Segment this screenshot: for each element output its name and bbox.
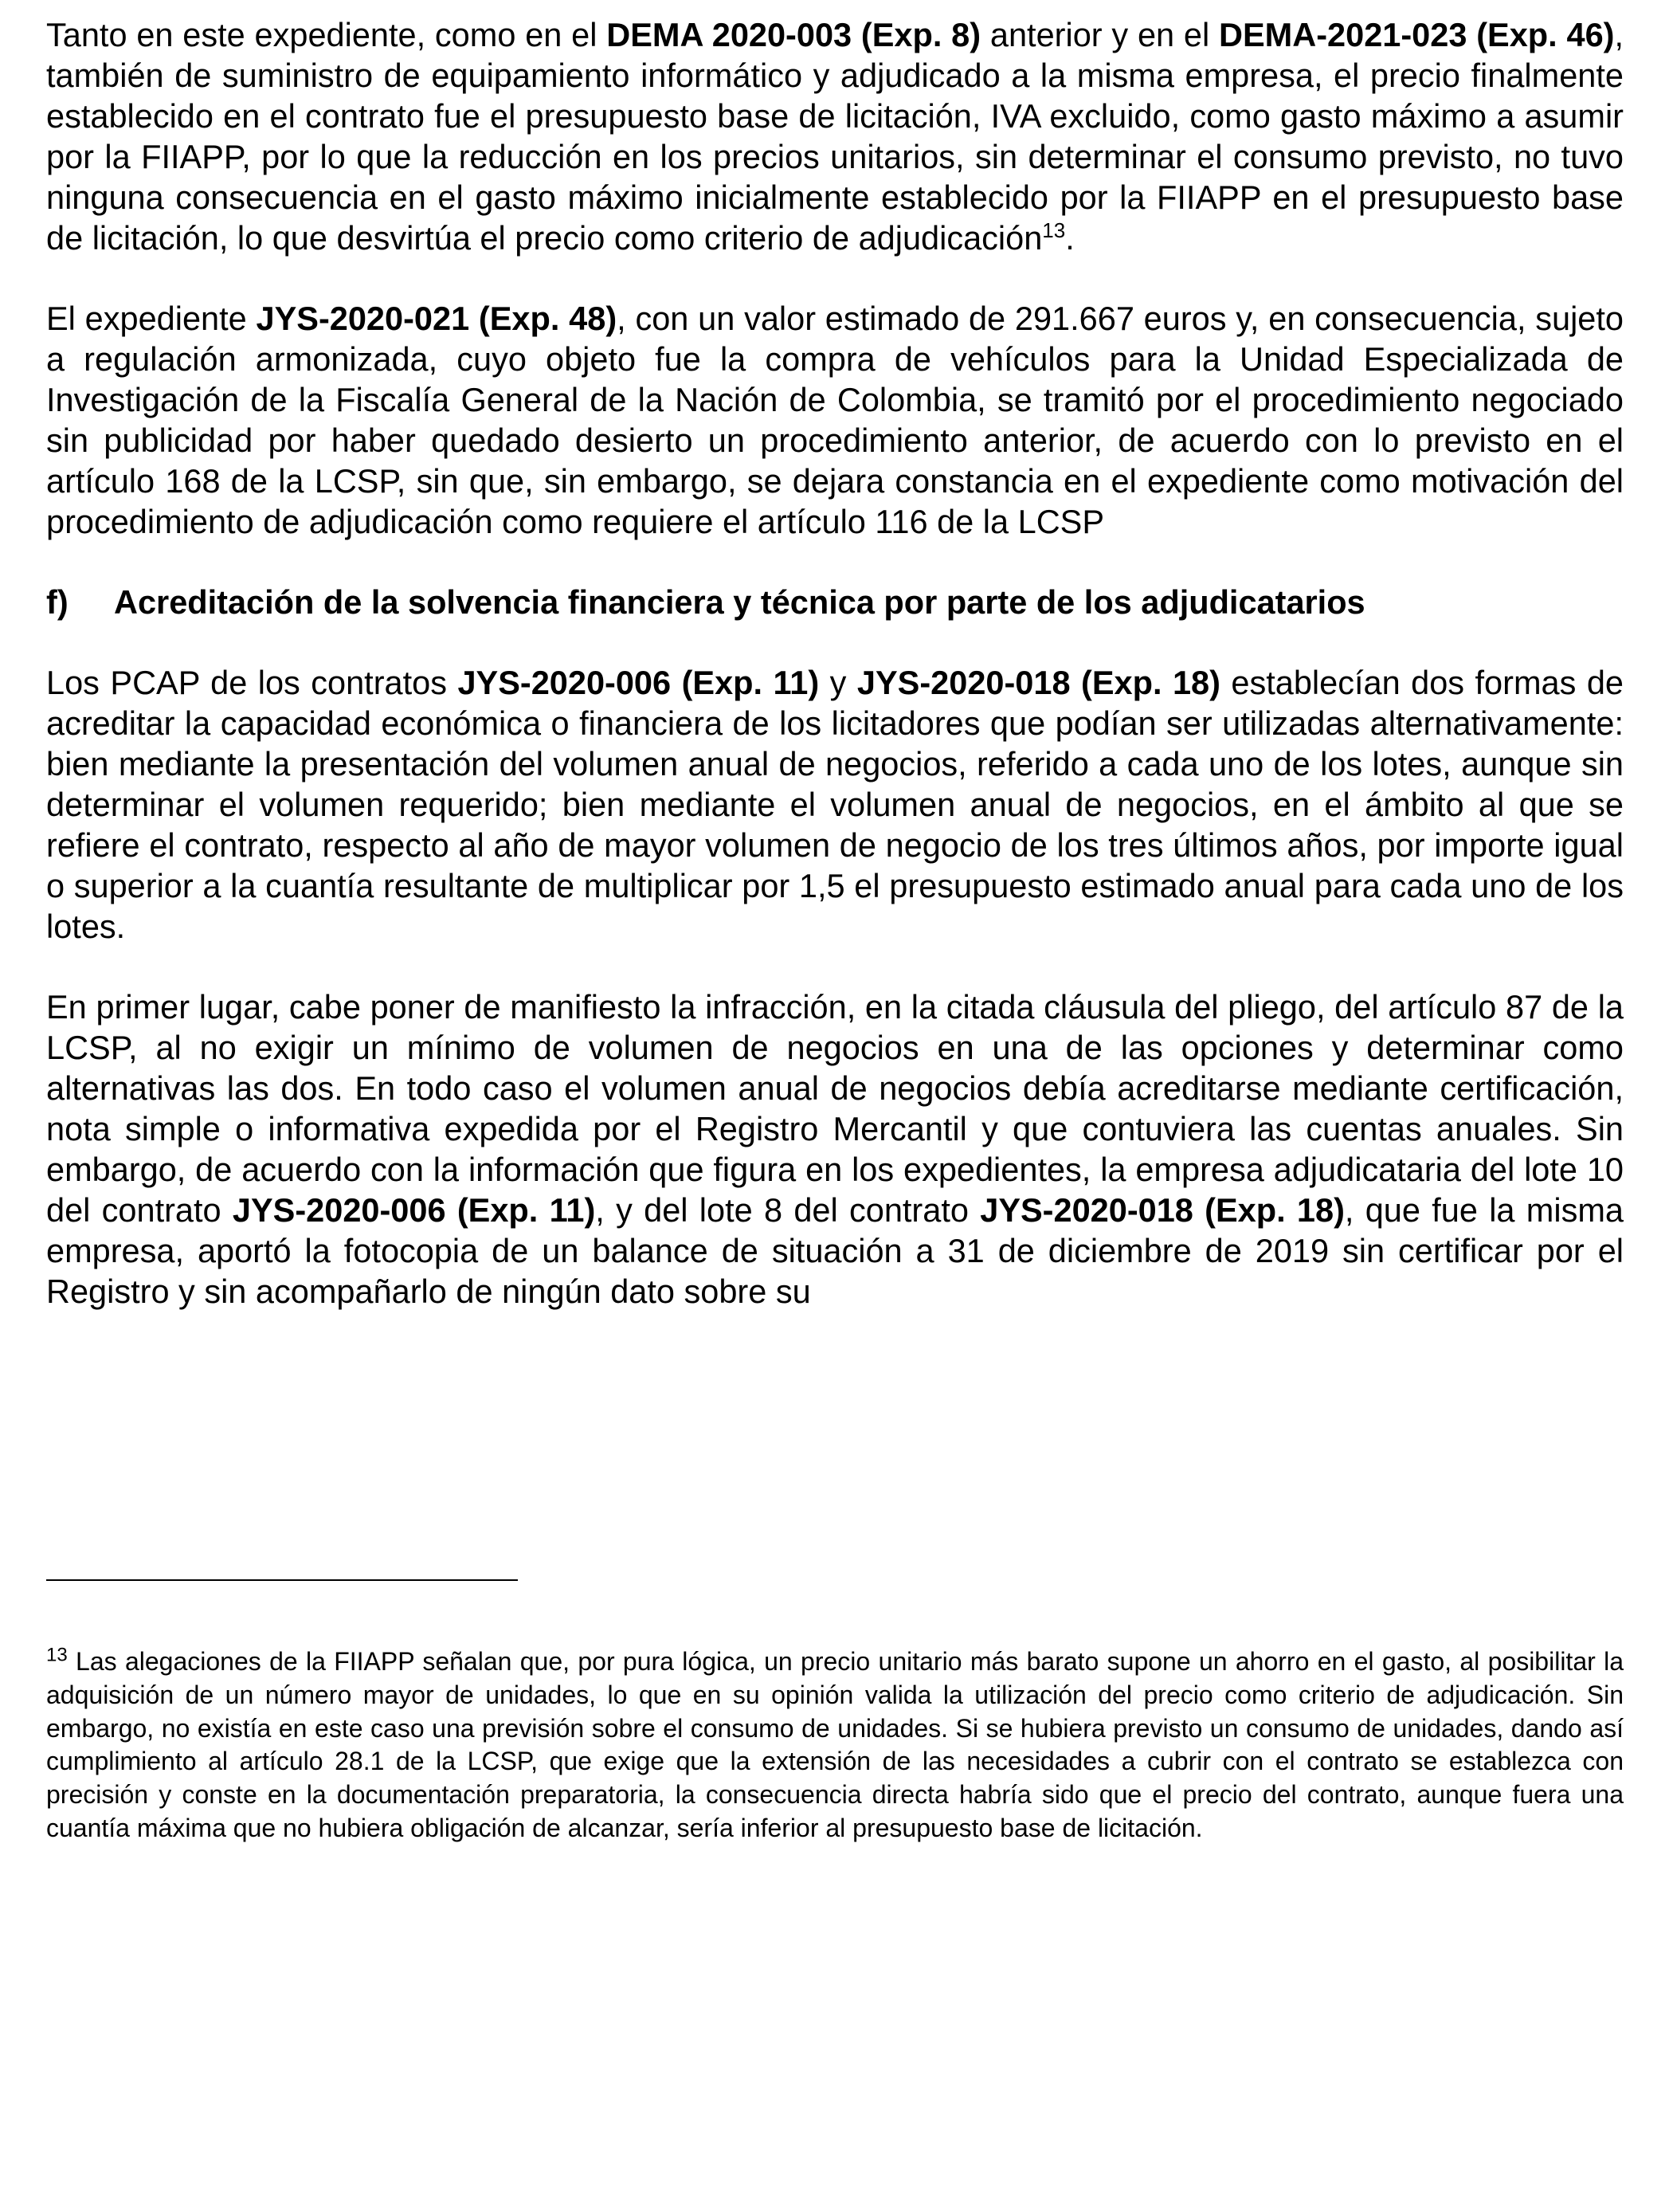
text: En primer lugar, cabe poner de manifiesto la infracción, en la citada cláusula del pliego, del artículo 87 de la LCSP, al no exigir un mínimo de volumen de negocios en una de las opciones y determinar como alternativas las dos. En todo caso el volumen anual de negocios debía acreditarse mediante certificación, nota simple o informativa expedida por el Registro Mercantil y que contuviera las cuentas anuales. Sin embargo, de acuerdo con la información que figura en los expedientes, la empresa adjudicataria del lote 10 del contrato bbox=[46, 988, 1624, 1229]
footnote-number: 13 bbox=[46, 1644, 68, 1666]
section-number: f) bbox=[46, 583, 69, 621]
text: , también de suministro de equipamiento informático y adjudicado a la misma empresa, el precio finalmente establecido en el contrato fue el presupuesto base de licitación, IVA excluido, como gasto máximo a asumir por la FIIAPP, por lo que la reducción en los precios unitarios, sin determinar el consumo previsto, no tuvo ninguna consecuencia en el gasto máximo inicialmente establecido por la FIIAPP en el presupuesto base de licitación, lo que desvirtúa el precio como criterio de adjudicación bbox=[46, 16, 1624, 257]
paragraph-pcap-solvency bbox=[46, 662, 1624, 947]
section-heading bbox=[46, 582, 1624, 622]
contract-reference: JYS-2020-018 (Exp. 18) bbox=[980, 1191, 1345, 1229]
text: Tanto en este expediente, como en el bbox=[46, 16, 607, 53]
footnote-reference[interactable]: 13 bbox=[1042, 218, 1066, 243]
text: y bbox=[819, 664, 857, 701]
text: , que fue la misma empresa, aportó la fotocopia de un balance de situación a 31 de diciembre de 2019 sin certificar por el Registro y sin acompañarlo de ningún dato sobre su bbox=[46, 1191, 1624, 1310]
contract-reference: DEMA-2021-023 (Exp. 46) bbox=[1219, 16, 1615, 53]
paragraph-jys-2020-021 bbox=[46, 298, 1624, 542]
footnote-separator bbox=[46, 1579, 518, 1581]
contract-reference: JYS-2020-006 (Exp. 11) bbox=[232, 1191, 596, 1229]
text: Los PCAP de los contratos bbox=[46, 664, 458, 701]
document-body bbox=[46, 14, 1624, 1351]
paragraph-dema-contracts bbox=[46, 14, 1624, 258]
contract-reference: DEMA 2020-003 (Exp. 8) bbox=[606, 16, 981, 53]
footnote-text: Las alegaciones de la FIIAPP señalan que, por pura lógica, un precio unitario más barato supone un ahorro en el gasto, al posibilitar la adquisición de un número mayor de unidades, lo que en su opinión valida la utilización del precio como criterio de adjudicación. Sin embargo, no existía en este caso una previsión sobre el consumo de unidades. Si se hubiera previsto un consumo de unidades, dando así cumplimiento al artículo 28.1 de la LCSP, que exige que la extensión de las necesidades a cubrir con el contrato se establezca con precisión y conste en la documentación preparatoria, la consecuencia directa habría sido que el precio del contrato, aunque fuera una cuantía máxima que no hubiera obligación de alcanzar, sería inferior al presupuesto base de licitación. bbox=[46, 1647, 1624, 1842]
text: establecían dos formas de acreditar la capacidad económica o financiera de los licitadores que podían ser utilizadas alternativamente: bien mediante la presentación del volumen anual de negocios, referido a cada uno de los lotes, aunque sin determinar el volumen requerido; bien mediante el volumen anual de negocios, en el ámbito al que se refiere el contrato, respecto al año de mayor volumen de negocio de los tres últimos años, por importe igual o superior a la cuantía resultante de multiplicar por 1,5 el presupuesto estimado anual para cada uno de los lotes. bbox=[46, 664, 1624, 945]
contract-reference: JYS-2020-006 (Exp. 11) bbox=[457, 664, 820, 701]
text: . bbox=[1065, 219, 1075, 257]
contract-reference: JYS-2020-021 (Exp. 48) bbox=[256, 300, 617, 337]
text: , con un valor estimado de 291.667 euros y, en consecuencia, sujeto a regulación armonizada, cuyo objeto fue la compra de vehículos para la Unidad Especializada de Investigación de la Fiscalía General de la Nación de Colombia, se tramitó por el procedimiento negociado sin publicidad por haber quedado desierto un procedimiento anterior, de acuerdo con lo previsto en el artículo 168 de la LCSP, sin que, sin embargo, se dejara constancia en el expediente como motivación del procedimiento de adjudicación como requiere el artículo 116 de la LCSP bbox=[46, 300, 1624, 540]
text: , y del lote 8 del contrato bbox=[595, 1191, 981, 1229]
text: El expediente bbox=[46, 300, 257, 337]
footnote-13 bbox=[46, 1645, 1624, 1845]
text: anterior y en el bbox=[981, 16, 1220, 53]
contract-reference: JYS-2020-018 (Exp. 18) bbox=[856, 664, 1220, 701]
paragraph-infraction bbox=[46, 986, 1624, 1312]
section-title: Acreditación de la solvencia financiera y técnica por parte de los adjudicatarios bbox=[114, 583, 1365, 621]
